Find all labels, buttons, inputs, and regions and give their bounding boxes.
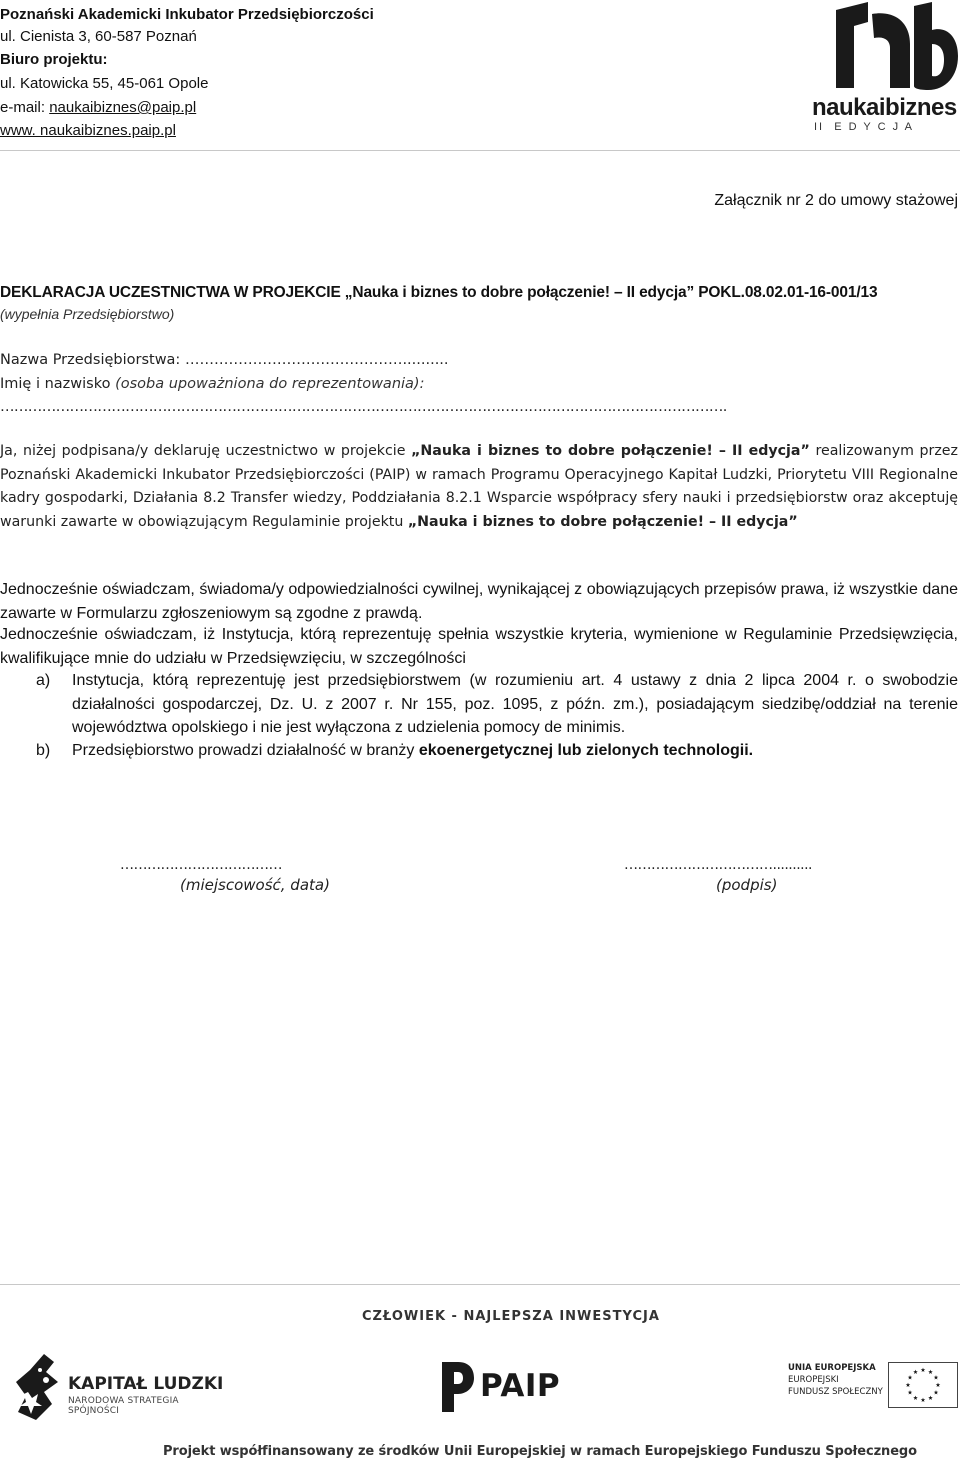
eu-logo	[788, 1362, 960, 1410]
paip-emblem-icon	[436, 1358, 476, 1416]
person-name-field	[0, 373, 424, 395]
company-name-field	[0, 349, 449, 371]
statement-criteria: Jednocześnie oświadczam, iż Instytucja, którą reprezentuję spełnia wszystkie kryteria, wymienione w Regulaminie Przedsięwzięcia, kwalifikujące mnie do udziału w Przedsięwzięciu, w szczególności	[0, 626, 958, 667]
place-date-line[interactable]: ………………………………	[120, 857, 282, 873]
nb-logo-mark-icon	[812, 0, 960, 94]
person-name-input[interactable]: ………………………………………………………………………………………………………………………………………….	[0, 399, 727, 415]
eu-line-3: FUNDUSZ SPOŁECZNY	[788, 1387, 883, 1397]
email-prefix: e-mail:	[0, 99, 50, 116]
attachment-label: Załącznik nr 2 do umowy stażowej	[714, 192, 958, 209]
header-divider	[0, 150, 960, 151]
document-title: DEKLARACJA UCZESTNICTWA W PROJEKCIE „Nauka i biznes to dobre połączenie! – II edycja” POKL.08.02.01-16-001/13	[0, 284, 878, 301]
place-date-caption: (miejscowość, data)	[180, 876, 330, 894]
title-note: (wypełnia Przedsiębiorstwo)	[0, 306, 175, 322]
eu-line-2: EUROPEJSKI	[788, 1375, 839, 1385]
cofinance-note: Projekt współfinansowany ze środków Unii Europejskiej w ramach Europejskiego Funduszu Społecznego	[163, 1444, 917, 1459]
org-name: Poznański Akademicki Inkubator Przedsiębiorczości	[0, 6, 374, 23]
company-name-label: Nazwa Przedsiębiorstwa:	[0, 352, 185, 368]
declaration-body: realizowanym przez Poznański Akademicki Inkubator Przedsiębiorczości (PAIP) w ramach Programu Operacyjnego Kapitał Ludzki, Priorytetu VIII Regionalne kadry gospodarki, Działania 8.2 Transfer wiedzy, Poddziałania 8.2.1 Wsparcie współpracy sfery nauki i przedsiębiorstw oraz akceptuję warunki zawarte w obowiązującym Regulaminie projektu	[0, 443, 958, 530]
eu-flag-icon	[888, 1362, 958, 1408]
kapital-ludzki-emblem-icon	[14, 1352, 62, 1424]
list-item-text	[72, 739, 958, 763]
project-name: „Nauka i biznes to dobre połączenie! – II edycja”	[411, 443, 810, 459]
logo-edition: II E D Y C J A	[814, 121, 914, 133]
footer-divider	[0, 1284, 960, 1285]
footer-slogan: CZŁOWIEK - NAJLEPSZA INWESTYCJA	[362, 1309, 660, 1324]
email-link[interactable]: naukaibiznes@paip.pl	[49, 99, 197, 116]
declaration-paragraph	[0, 440, 958, 534]
logo-wordmark: naukaibiznes	[812, 94, 957, 121]
project-name-repeat: „Nauka i biznes to dobre połączenie! – II edycja”	[407, 513, 798, 530]
list-item-label: a)	[36, 672, 51, 689]
list-item	[0, 739, 960, 763]
paip-logo	[436, 1358, 566, 1418]
list-item-text: Instytucja, którą reprezentuję jest przedsiębiorstwem (w rozumieniu art. 4 ustawy z dnia 2 lipca 2004 r. o swobodzie działalności gospodarczej, Dz. U. z 2007 r. Nr 155, poz. 1095, z późn. zm.), posiadającym siedzibę/oddział na terenie województwa opolskiego i nie jest wyłączona z udzielenia pomocy de minimis.	[72, 672, 958, 736]
paip-wordmark: PAIP	[480, 1368, 561, 1404]
kapital-ludzki-title: KAPITAŁ LUDZKI	[68, 1374, 224, 1394]
signature-caption: (podpis)	[716, 876, 778, 894]
company-name-input[interactable]: ………………………………………..........	[184, 352, 449, 368]
office-address: ul. Katowicka 55, 45-061 Opole	[0, 75, 209, 92]
person-name-note: (osoba upoważniona do reprezentowania):	[115, 376, 425, 392]
signature-line[interactable]: ……………………………..........	[624, 857, 813, 873]
eu-line-1: UNIA EUROPEJSKA	[788, 1363, 876, 1373]
kapital-ludzki-subtitle: NARODOWA STRATEGIA SPÓJNOŚCI	[68, 1396, 179, 1416]
kapital-ludzki-logo	[14, 1352, 229, 1424]
list-item-text-regular: Przedsiębiorstwo prowadzi działalność w branży	[72, 742, 419, 759]
statement-civil-liability: Jednocześnie oświadczam, świadoma/y odpowiedzialności cywilnej, wynikającej z obowiązujących przepisów prawa, iż wszystkie dane zawarte w Formularzu zgłoszeniowym są zgodne z prawdą.	[0, 581, 958, 622]
website-link[interactable]: www. naukaibiznes.paip.pl	[0, 122, 176, 139]
list-item-label: b)	[36, 742, 51, 759]
org-address: ul. Cienista 3, 60-587 Poznań	[0, 28, 197, 45]
naukaibiznes-logo	[812, 0, 960, 140]
list-item	[0, 669, 960, 741]
person-name-label: Imię i nazwisko	[0, 376, 116, 392]
list-item-text-bold: ekoenergetycznej lub zielonych technologii.	[418, 742, 754, 759]
declaration-intro: Ja, niżej podpisana/y deklaruję uczestnictwo w projekcie	[0, 443, 412, 459]
email-line	[0, 97, 196, 119]
office-label: Biuro projektu:	[0, 51, 108, 68]
